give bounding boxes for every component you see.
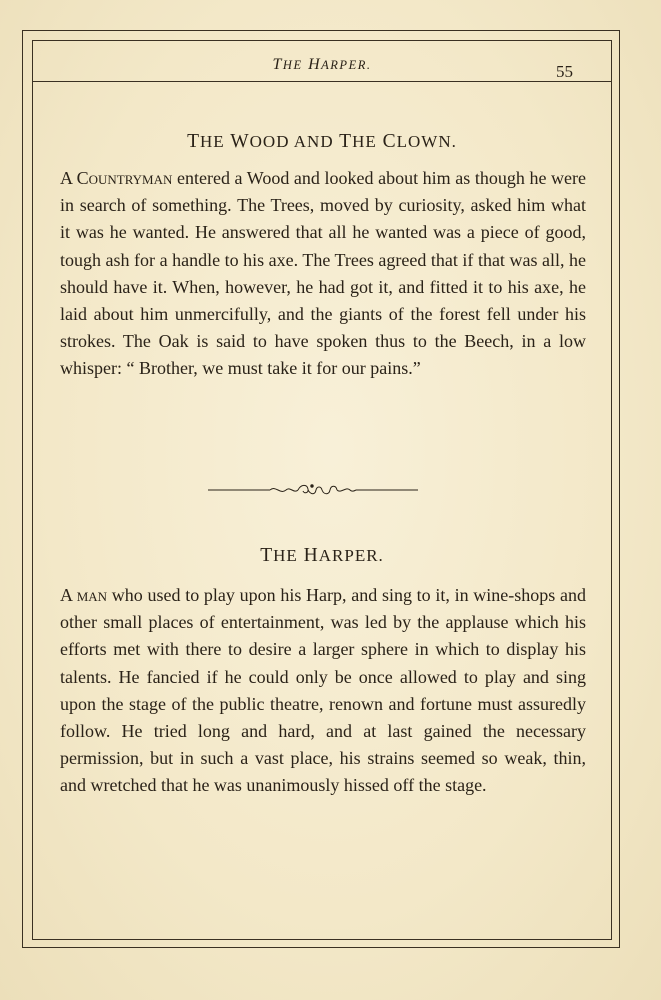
fable-body-harper [60,582,586,800]
running-head [32,56,612,74]
title-text: ARPER. [318,546,384,565]
title-initial: C [382,131,397,152]
title-text: HE [200,132,225,151]
fable-body-text: who used to play upon his Harp, and sing to it, in wine-shops and other small places of entertainment, was led by the applause which his efforts met with there to desire a larger sphere in which to display his talents. He fancied if he could only be once allowed to play and sing upon the stage of the public theatre, renown and fortune must assuredly follow. He tried long and hard, and at last gained the necessary permission, but in such a vast place, his strains seemed so weak, thin, and wretched that he was unanimously hissed off the stage. [60,585,586,796]
page-number: 55 [556,62,573,81]
fable-lead-words: A Countryman [60,168,173,188]
fable-lead-words: A man [60,585,108,605]
running-head-initial: T [272,56,283,73]
title-initial: T [187,131,201,152]
header-rule [32,81,612,82]
running-head-text: ARPER. [321,58,372,72]
title-initial: T [339,131,353,152]
running-head-text: HE [282,58,303,72]
running-head-initial: H [308,56,322,73]
title-initial: H [303,545,319,566]
title-initial: W [230,131,250,152]
title-initial: T [260,545,274,566]
ornamental-divider [208,481,418,499]
title-text: OOD AND [249,132,334,151]
title-text: LOWN. [396,132,457,151]
fable-body-wood-and-clown [60,165,586,383]
fable-title-wood-and-clown [32,131,612,153]
title-text: HE [273,546,298,565]
fable-body-text: entered a Wood and looked about him as though he were in search of something. The Trees, moved by curiosity, asked him what it was he wanted. He answered that all he wanted was a piece of good, tough ash for a handle to his axe. The Trees agreed that if that was all, he should have it. When, however, he had got it, and fitted it to his axe, he laid about him unmercifully, and the giants of the forest fell under his strokes. The Oak is said to have spoken thus to the Beech, in a low whisper: “ Brother, we must take it for our pains.” [60,168,586,379]
fable-title-harper [32,545,612,567]
title-text: HE [352,132,377,151]
